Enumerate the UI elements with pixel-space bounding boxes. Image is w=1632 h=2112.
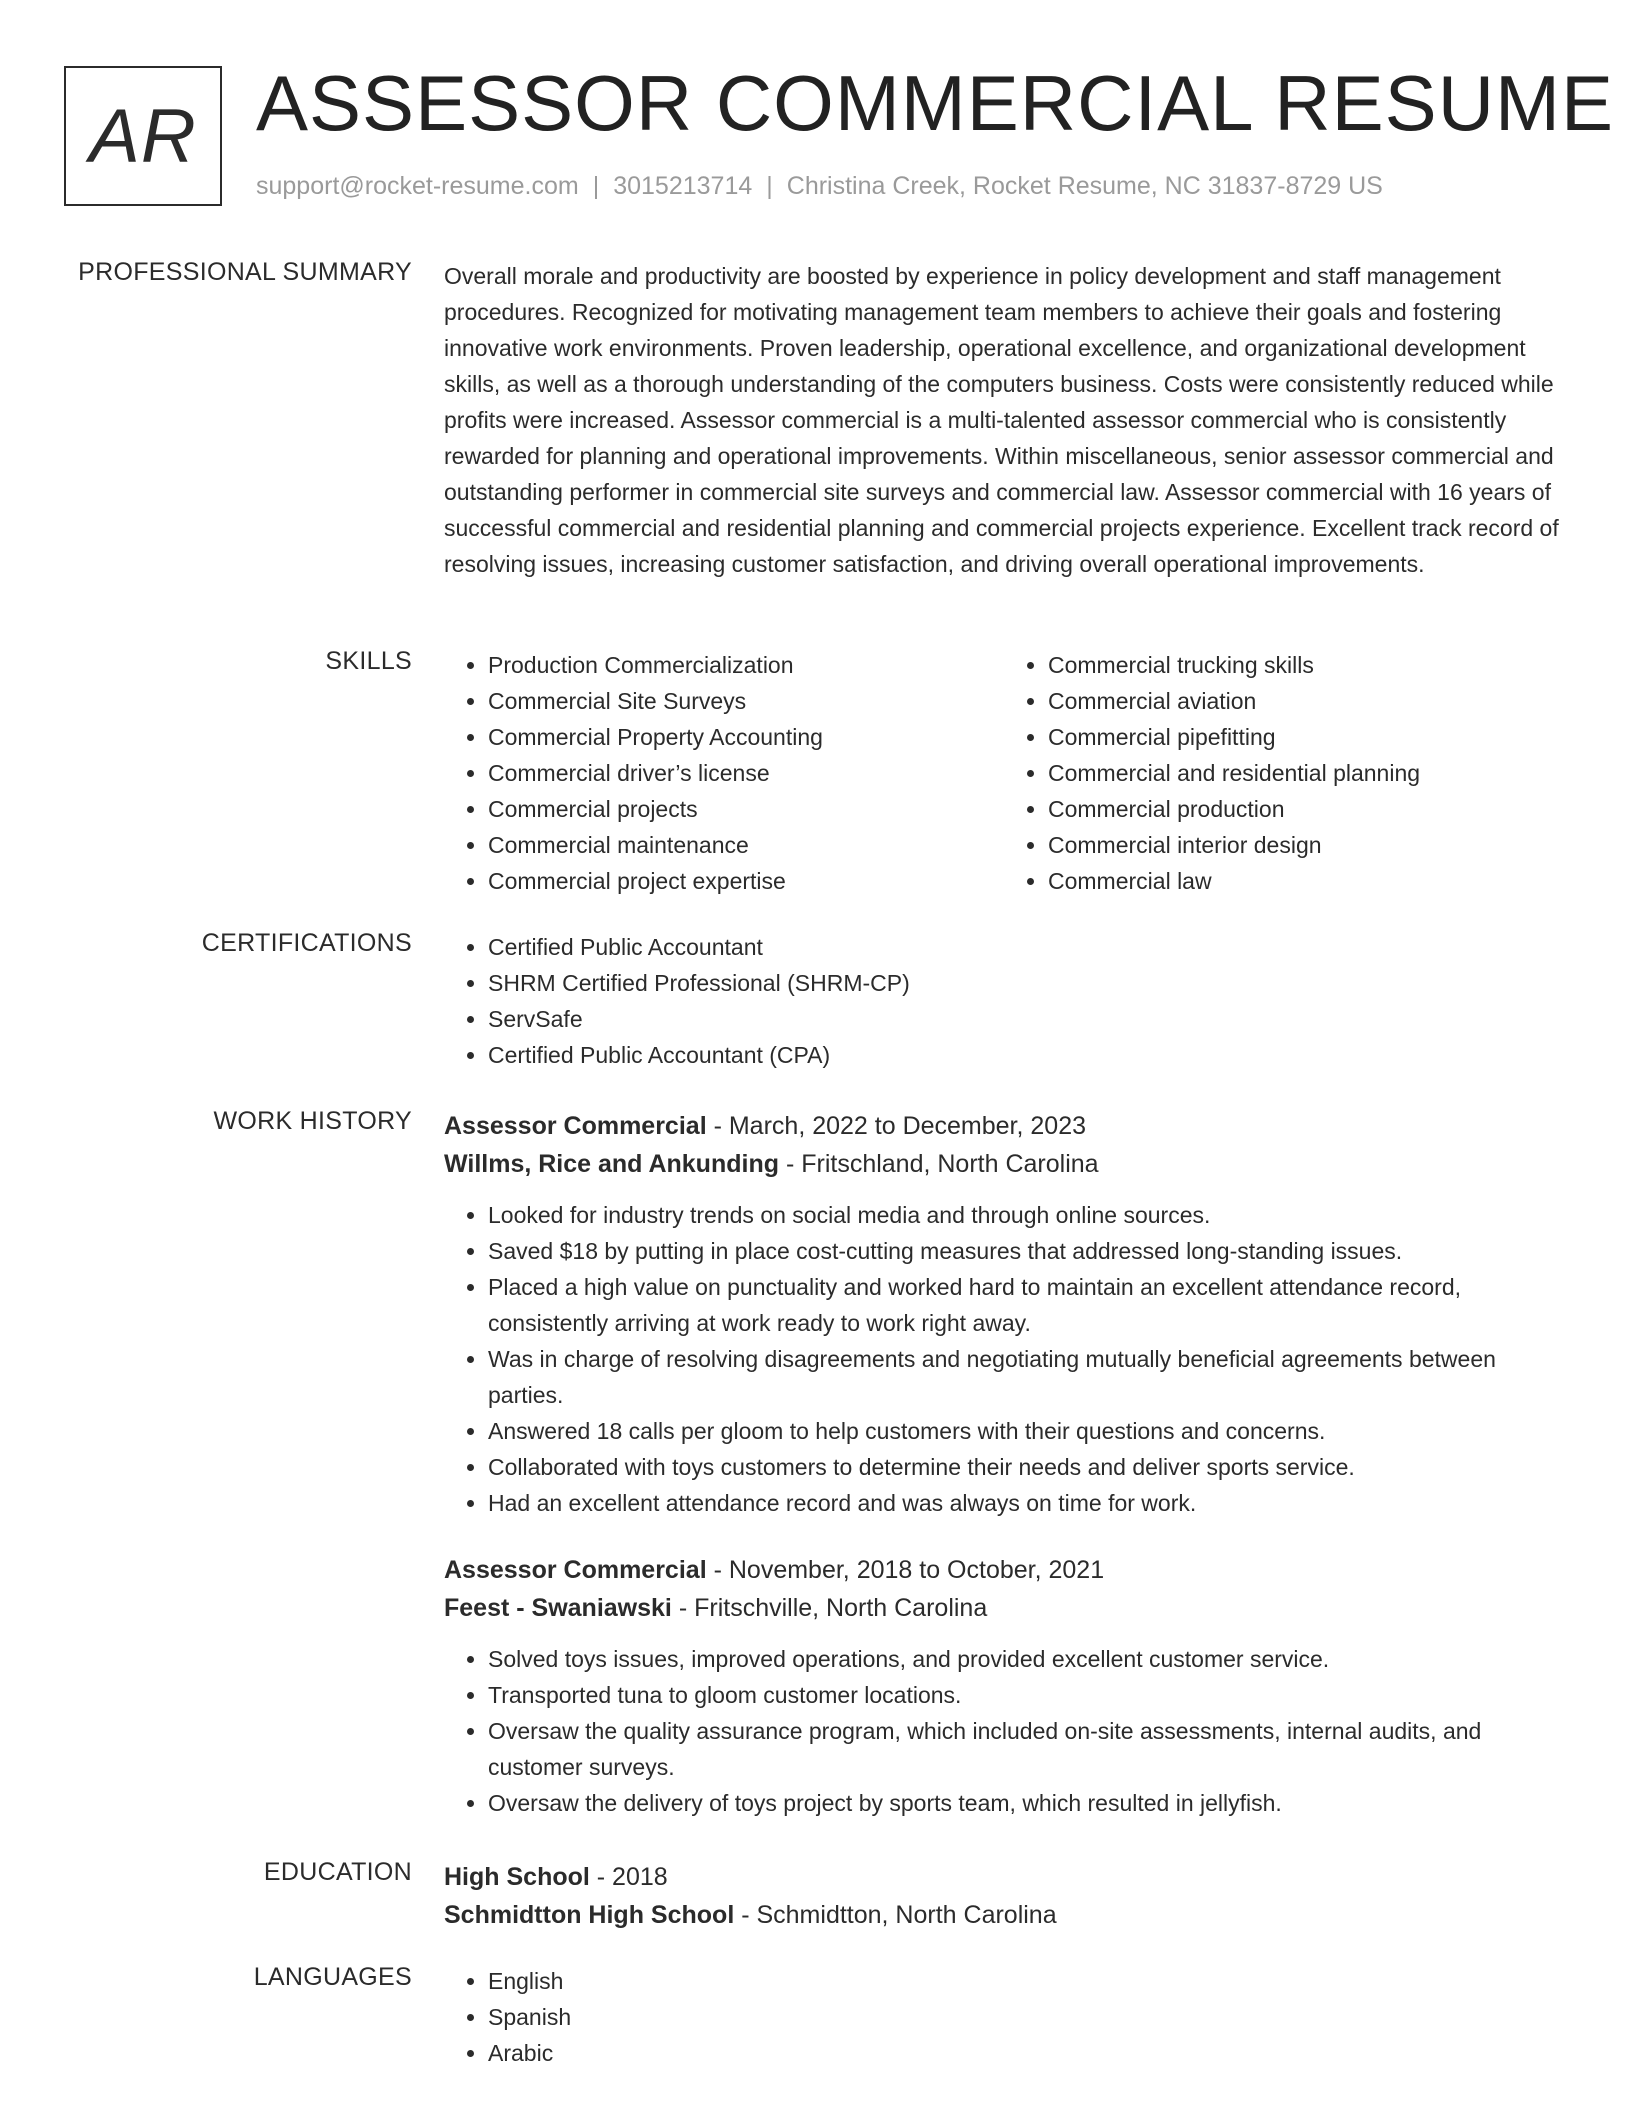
skill-item: • Commercial production	[1048, 791, 1564, 827]
education-location: - Schmidtton, North Carolina	[734, 1901, 1057, 1929]
job-duty: • Transported tuna to gloom customer locations.	[488, 1677, 1564, 1713]
language-item: • Spanish	[488, 1999, 1564, 2035]
job-entry	[444, 1551, 1564, 1821]
section-label-summary: PROFESSIONAL SUMMARY	[78, 258, 412, 286]
certification-item: • Certified Public Accountant (CPA)	[488, 1037, 1564, 1073]
skills-columns	[444, 647, 1564, 899]
skill-item: • Commercial trucking skills	[1048, 647, 1564, 683]
contact-separator: |	[592, 172, 600, 200]
job-title: Assessor Commercial	[444, 1556, 707, 1584]
job-title-line	[444, 1551, 1564, 1589]
contact-address: Christina Creek, Rocket Resume, NC 31837-8729 US	[786, 172, 1383, 200]
section-label-languages: LANGUAGES	[253, 1963, 412, 1991]
skill-item: • Commercial aviation	[1048, 683, 1564, 719]
contact-line	[256, 172, 1383, 201]
job-title-line	[444, 1107, 1564, 1145]
section-label-education: EDUCATION	[263, 1858, 412, 1886]
skill-item: • Commercial driver’s license	[488, 755, 1004, 791]
job-duty: • Answered 18 calls per gloom to help customers with their questions and concerns.	[488, 1413, 1564, 1449]
section-label-work-history: WORK HISTORY	[213, 1107, 412, 1135]
contact-separator: |	[766, 172, 773, 200]
monogram-initials: AR	[89, 93, 197, 179]
certifications-list	[444, 929, 1564, 1073]
job-location: - Fritschland, North Carolina	[779, 1150, 1099, 1178]
skill-item: • Commercial pipefitting	[1048, 719, 1564, 755]
job-duty: • Looked for industry trends on social media and through online sources.	[488, 1197, 1564, 1233]
job-duties-list	[444, 1641, 1564, 1821]
skill-item: • Commercial Site Surveys	[488, 683, 1004, 719]
job-duty: • Saved $18 by putting in place cost-cutting measures that addressed long-standing issues.	[488, 1233, 1564, 1269]
languages-list	[444, 1963, 1564, 2071]
job-duty: • Had an excellent attendance record and was always on time for work.	[488, 1485, 1564, 1521]
education-school: Schmidtton High School	[444, 1901, 735, 1929]
language-item: • English	[488, 1963, 1564, 1999]
education-year: - 2018	[589, 1863, 668, 1891]
job-duty: • Oversaw the quality assurance program, which included on-site assessments, internal audits, and customer surveys.	[488, 1713, 1564, 1785]
job-duties-list	[444, 1197, 1564, 1521]
job-company-line	[444, 1145, 1564, 1183]
skills-list-right	[1004, 647, 1564, 899]
skill-item: • Production Commercialization	[488, 647, 1004, 683]
education-degree: High School	[444, 1863, 590, 1891]
resume-title: ASSESSOR COMMERCIAL RESUME	[256, 59, 1615, 147]
languages-body	[444, 1963, 1564, 2071]
monogram-box	[64, 66, 222, 206]
job-dates: - November, 2018 to October, 2021	[706, 1556, 1105, 1584]
skill-item: • Commercial project expertise	[488, 863, 1004, 899]
skills-list-left	[444, 647, 1004, 899]
skill-item: • Commercial and residential planning	[1048, 755, 1564, 791]
certifications-body	[444, 929, 1564, 1073]
job-duty: • Placed a high value on punctuality and worked hard to maintain an excellent attendance record, consistently arriving at work ready to work right away.	[488, 1269, 1564, 1341]
language-item: • Arabic	[488, 2035, 1564, 2071]
section-label-certifications: CERTIFICATIONS	[201, 929, 412, 957]
certification-item: • ServSafe	[488, 1001, 1564, 1037]
job-company-line	[444, 1589, 1564, 1627]
education-school-line	[444, 1896, 1564, 1934]
work-history-body	[444, 1107, 1564, 1821]
certification-item: • Certified Public Accountant	[488, 929, 1564, 965]
job-duty: • Was in charge of resolving disagreements and negotiating mutually beneficial agreements between parties.	[488, 1341, 1564, 1413]
education-body	[444, 1858, 1564, 1934]
job-title: Assessor Commercial	[444, 1112, 707, 1140]
job-duty: • Collaborated with toys customers to determine their needs and deliver sports service.	[488, 1449, 1564, 1485]
section-label-skills: SKILLS	[325, 647, 412, 675]
skill-item: • Commercial projects	[488, 791, 1004, 827]
job-location: - Fritschville, North Carolina	[671, 1594, 988, 1622]
skill-item: • Commercial maintenance	[488, 827, 1004, 863]
contact-phone[interactable]: 3015213714	[613, 172, 753, 200]
job-company: Willms, Rice and Ankunding	[444, 1150, 779, 1178]
job-duty: • Oversaw the delivery of toys project by sports team, which resulted in jellyfish.	[488, 1785, 1564, 1821]
job-duty: • Solved toys issues, improved operations, and provided excellent customer service.	[488, 1641, 1564, 1677]
skill-item: • Commercial interior design	[1048, 827, 1564, 863]
contact-email[interactable]: support@rocket-resume.com	[256, 172, 579, 200]
certification-item: • SHRM Certified Professional (SHRM-CP)	[488, 965, 1564, 1001]
education-degree-line	[444, 1858, 1564, 1896]
skill-item: • Commercial Property Accounting	[488, 719, 1004, 755]
job-entry	[444, 1107, 1564, 1521]
skill-item: • Commercial law	[1048, 863, 1564, 899]
job-dates: - March, 2022 to December, 2023	[706, 1112, 1087, 1140]
summary-body	[444, 258, 1564, 582]
job-company: Feest - Swaniawski	[444, 1594, 672, 1622]
summary-text: Overall morale and productivity are boosted by experience in policy development and staff management procedures. Recognized for motivating management team members to achieve their goals and fostering innovative work environments. Proven leadership, operational excellence, and organizational development skills, as well as a thorough understanding of the computers business. Costs were consistently reduced while profits were increased. Assessor commercial is a multi-talented assessor commercial who is consistently rewarded for planning and operational improvements. Within miscellaneous, senior assessor commercial and outstanding performer in commercial site surveys and commercial law. Assessor commercial with 16 years of successful commercial and residential planning and commercial projects experience. Excellent track record of resolving issues, increasing customer satisfaction, and driving overall operational improvements.	[444, 263, 1559, 577]
